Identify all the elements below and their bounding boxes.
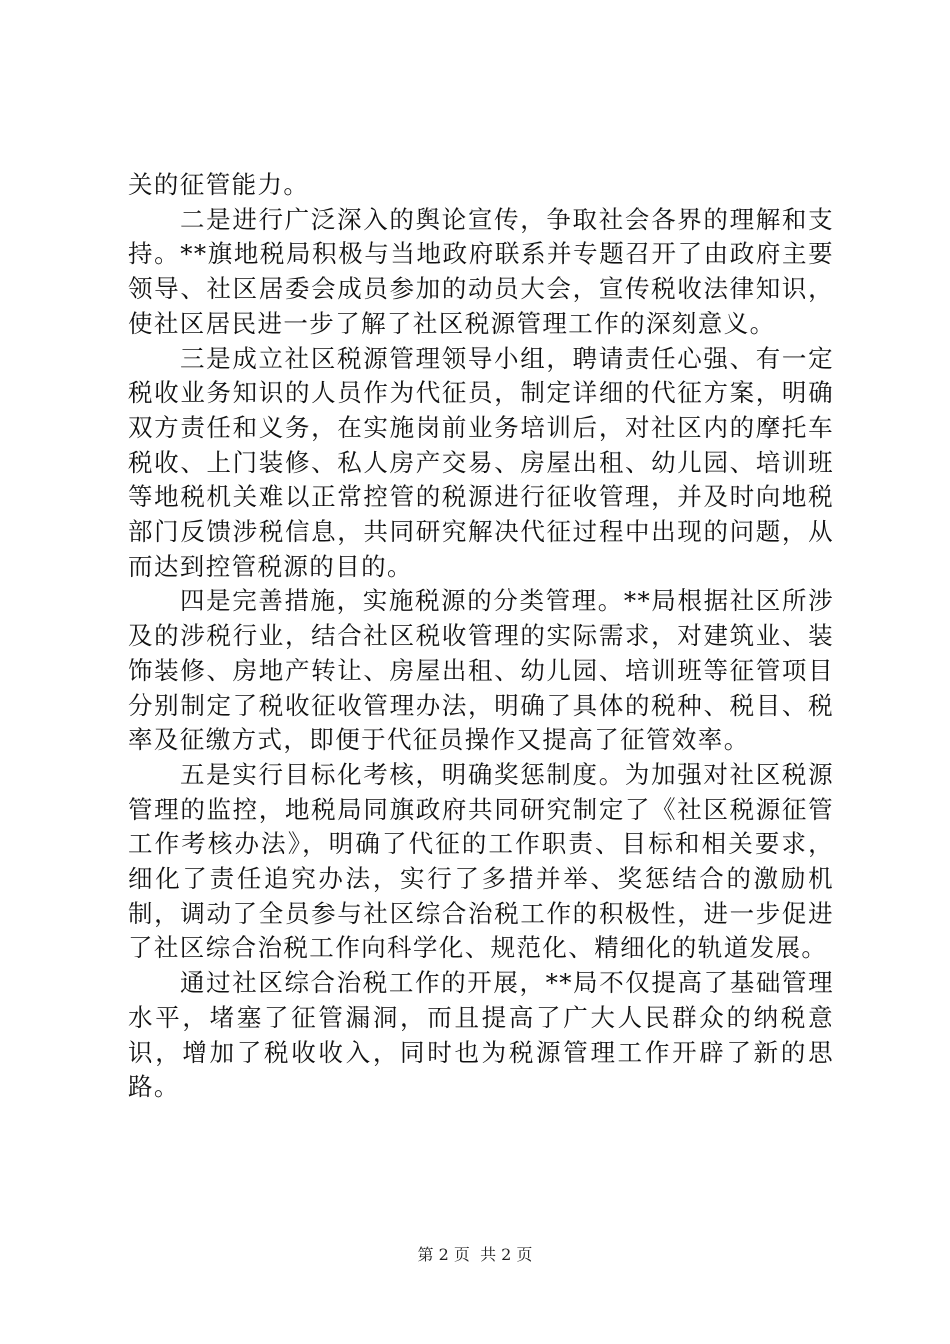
paragraph-4: 四是完善措施，实施税源的分类管理。**局根据社区所涉及的涉税行业，结合社区税收管理的实际需求，对建筑业、装饰装修、房地产转让、房屋出租、幼儿园、培训班等征管项目分别制定了税收征收管理办法，明确了具体的税种、税目、税率及征缴方式，即便于代征员操作又提高了征管效率。 [128, 586, 834, 755]
document-body [128, 168, 834, 1105]
page-footer [0, 1245, 950, 1265]
paragraph-1: 关的征管能力。 [128, 170, 310, 199]
page-number-label: 第 2 页 共 2 页 [417, 1245, 533, 1264]
paragraph-6: 通过社区综合治税工作的开展，**局不仅提高了基础管理水平，堵塞了征管漏洞，而且提高了广大人民群众的纳税意识，增加了税收收入，同时也为税源管理工作开辟了新的思路。 [128, 968, 834, 1102]
paragraph-2: 二是进行广泛深入的舆论宣传，争取社会各界的理解和支持。**旗地税局积极与当地政府联系并专题召开了由政府主要领导、社区居委会成员参加的动员大会，宣传税收法律知识，使社区居民进一步了解了社区税源管理工作的深刻意义。 [128, 204, 834, 338]
paragraph-5: 五是实行目标化考核，明确奖惩制度。为加强对社区税源管理的监控，地税局同旗政府共同研究制定了《社区税源征管工作考核办法》，明确了代征的工作职责、目标和相关要求，细化了责任追究办法，实行了多措并举、奖惩结合的激励机制，调动了全员参与社区综合治税工作的积极性，进一步促进了社区综合治税工作向科学化、规范化、精细化的轨道发展。 [128, 759, 834, 963]
paragraph-3: 三是成立社区税源管理领导小组，聘请责任心强、有一定税收业务知识的人员作为代征员，制定详细的代征方案，明确双方责任和义务，在实施岗前业务培训后，对社区内的摩托车税收、上门装修、私人房产交易、房屋出租、幼儿园、培训班等地税机关难以正常控管的税源进行征收管理，并及时向地税部门反馈涉税信息，共同研究解决代征过程中出现的问题，从而达到控管税源的目的。 [128, 343, 834, 581]
